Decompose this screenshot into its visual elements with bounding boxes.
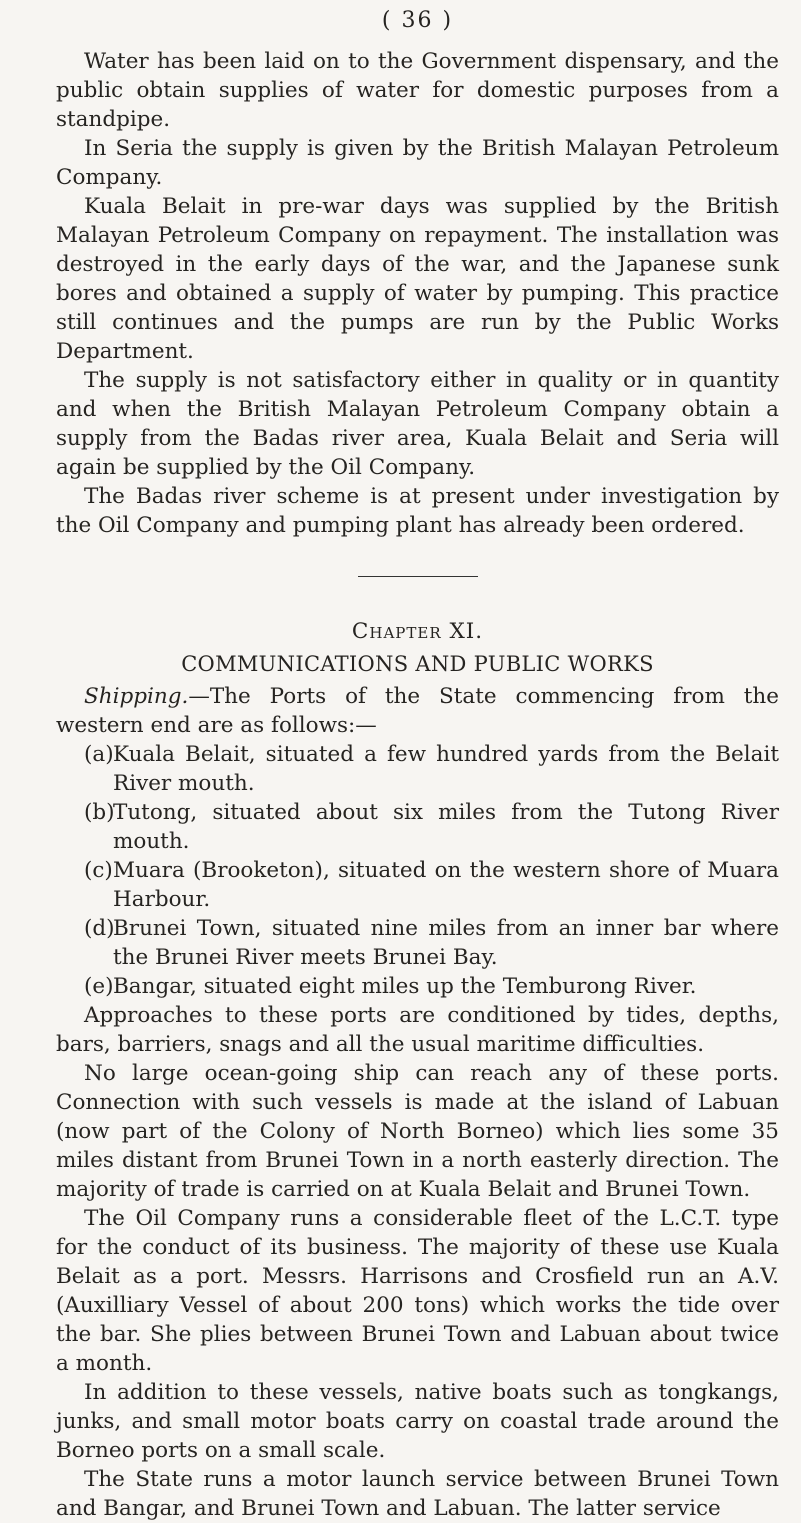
list-item	[56, 798, 779, 856]
paragraph-approaches: Approaches to these ports are conditioned by tides, depths, bars, barriers, snags and all the usual maritime difficulties.	[56, 1003, 779, 1057]
list-item-text: Muara (Brooketon), situated on the western shore of Muara Harbour.	[113, 858, 779, 912]
ports-list	[56, 740, 779, 1001]
list-marker: (b)	[84, 800, 115, 825]
paragraph-water-dispensary: Water has been laid on to the Government dispensary, and the public obtain supplies of water for domestic purposes from a standpipe.	[56, 49, 779, 132]
paragraph-labuan-connection: No large ocean-going ship can reach any of these ports. Connection with such vessels is made at the island of Labuan (now part of the Colony of North Borneo) which lies some 35 miles distant from Brunei Town in a north easterly direction. The majority of trade is carried on at Kuala Belait and Brunei Town.	[56, 1061, 779, 1202]
list-item-text: Kuala Belait, situated a few hundred yards from the Belait River mouth.	[113, 742, 779, 796]
paragraph-supply-quality: The supply is not satisfactory either in quality or in quantity and when the British Malayan Petroleum Company obtain a supply from the Badas river area, Kuala Belait and Seria will again be supplied by the Oil Company.	[56, 368, 779, 480]
paragraph-kuala-belait-supply: Kuala Belait in pre-war days was supplied by the British Malayan Petroleum Company on repayment. The installation was destroyed in the early days of the war, and the Japanese sunk bores and obtained a supply of water by pumping. This practice still continues and the pumps are run by the Public Works Department.	[56, 194, 779, 364]
shipping-intro-text: —The Ports of the State commencing from the western end are as follows:—	[56, 684, 779, 738]
paragraph-oil-company-fleet: The Oil Company runs a considerable fleet of the L.C.T. type for the conduct of its business. The majority of these use Kuala Belait as a port. Messrs. Harrisons and Crosfield run an A.V. (Auxilliary Vessel of about 200 tons) which works the tide over the bar. She plies between Brunei Town and Labuan about twice a month.	[56, 1206, 779, 1376]
list-item-text: Brunei Town, situated nine miles from an inner bar where the Brunei River meets Brunei Bay.	[113, 916, 779, 970]
chapter-heading: COMMUNICATIONS AND PUBLIC WORKS	[181, 652, 654, 676]
page-number: ( 36 )	[381, 8, 454, 33]
section-divider	[358, 576, 478, 577]
list-item	[56, 914, 779, 972]
list-item-text: Tutong, situated about six miles from the Tutong River mouth.	[113, 800, 779, 854]
paragraph-badas-scheme: The Badas river scheme is at present under investigation by the Oil Company and pumping plant has already been ordered.	[56, 484, 779, 538]
paragraph-seria-supply: In Seria the supply is given by the British Malayan Petroleum Company.	[56, 136, 779, 190]
list-item-text: Bangar, situated eight miles up the Temburong River.	[113, 974, 697, 999]
list-marker: (c)	[84, 858, 113, 883]
list-item	[56, 972, 779, 1001]
list-item	[56, 856, 779, 914]
chapter-label	[56, 619, 779, 644]
list-marker: (d)	[84, 916, 115, 941]
list-item	[56, 740, 779, 798]
list-marker: (a)	[84, 742, 114, 767]
paragraph-shipping-intro	[56, 682, 779, 740]
paragraph-motor-launch: The State runs a motor launch service between Brunei Town and Bangar, and Brunei Town and Labuan. The latter service	[56, 1467, 779, 1521]
shipping-lead: Shipping.	[84, 684, 189, 709]
chapter-label-text: Chapter XI.	[351, 619, 484, 644]
list-marker: (e)	[84, 974, 114, 999]
paragraph-native-boats: In addition to these vessels, native boats such as tongkangs, junks, and small motor boats carry on coastal trade around the Borneo ports on a small scale.	[56, 1380, 779, 1463]
